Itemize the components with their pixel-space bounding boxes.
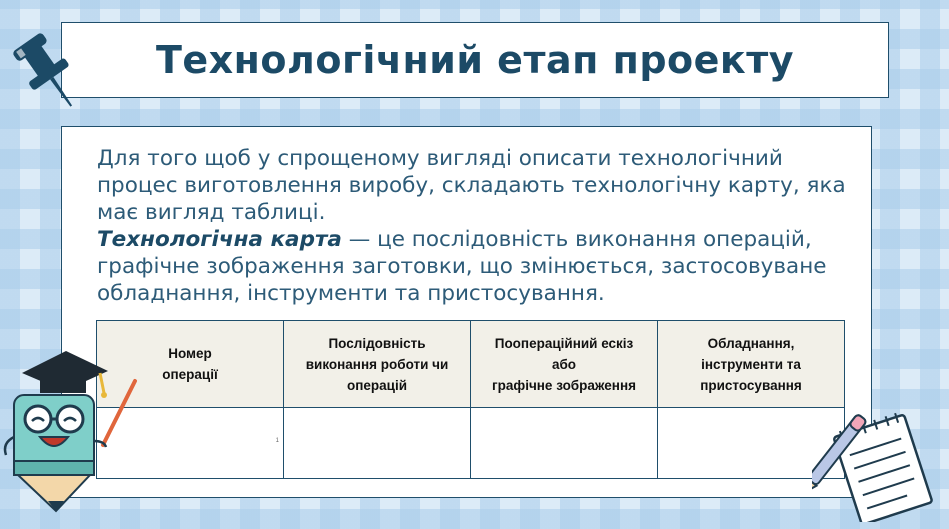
title-box	[61, 22, 889, 98]
header-operation-number: Номер операції	[97, 321, 284, 408]
header-sequence: Послідовність виконання роботи чи операцій	[284, 321, 471, 408]
notepad-pen-icon	[812, 410, 947, 522]
definition-text: — це послідовність виконання операцій, графічне зображення заготовки, що змінюється, застосовуване обладнання, інструменти та пристосування.	[97, 227, 827, 306]
intro-text: Для того щоб у спрощеному вигляді описати технологічний процес виготовлення виробу, складають технологічну карту, яка має вигляд таблиці.	[97, 146, 846, 225]
slide-title: Технологічний етап проекту	[155, 38, 795, 82]
pushpin-icon	[6, 30, 86, 120]
table-cell[interactable]	[471, 408, 658, 479]
header-equipment: Обладнання, інструменти та пристосування	[658, 321, 845, 408]
body-paragraph	[97, 145, 857, 307]
pencil-mascot-icon	[0, 345, 145, 515]
row-marker: 1	[275, 438, 279, 444]
table-cell[interactable]	[284, 408, 471, 479]
table-row	[97, 408, 845, 479]
table-header-row	[97, 321, 845, 408]
definition-term: Технологічна карта	[97, 227, 342, 252]
technology-card-table	[96, 320, 845, 479]
header-sketch: Поопераційний ескіз або графічне зображення	[471, 321, 658, 408]
